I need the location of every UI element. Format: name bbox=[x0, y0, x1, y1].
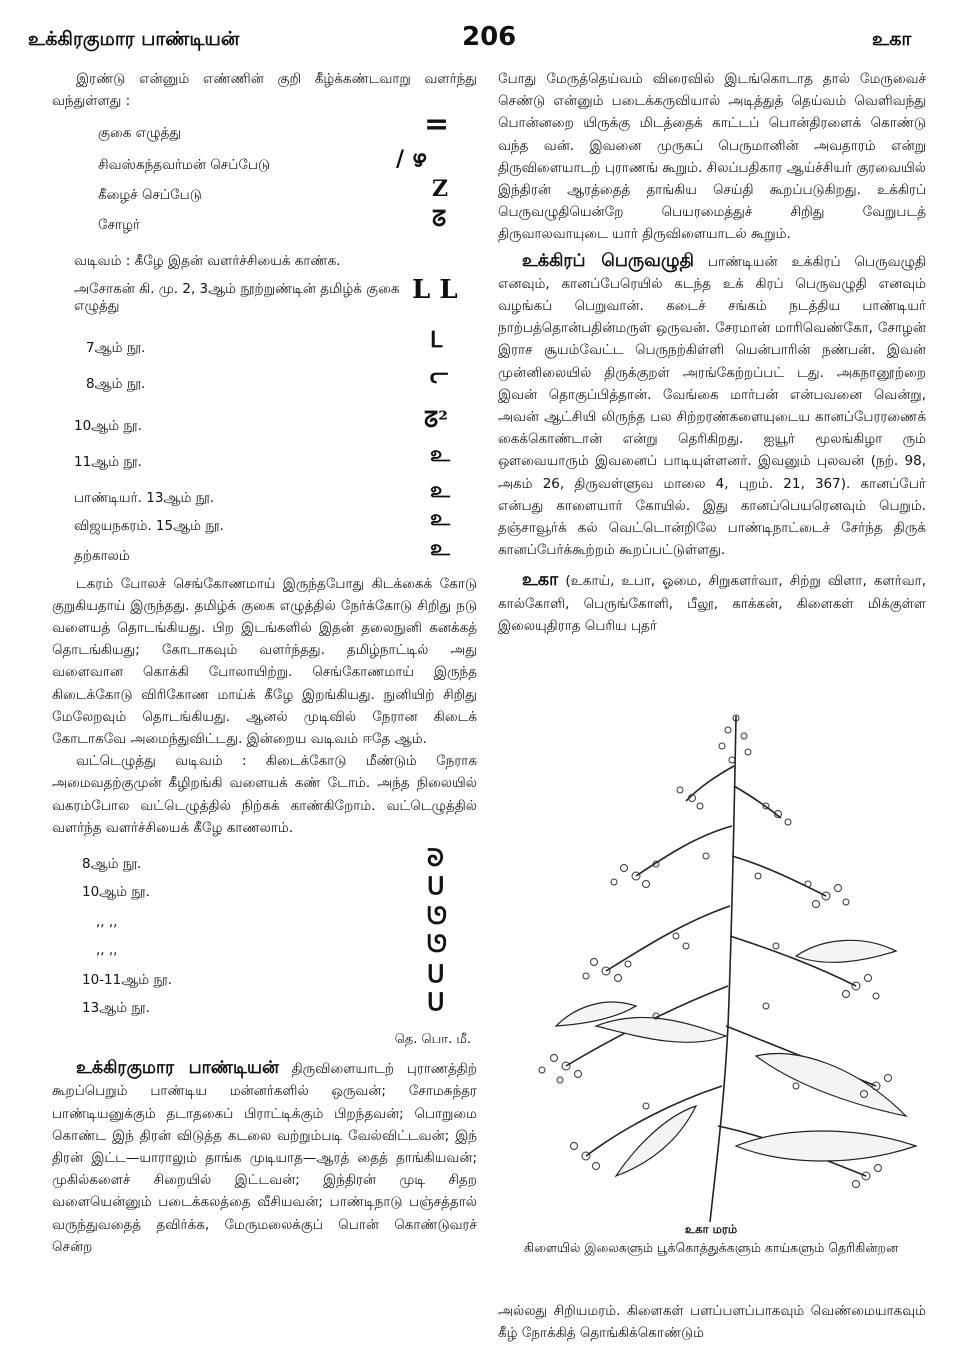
continuation-tail: அல்லது சிறியமரம். கிளைகள் பளப்பளப்பாகவும் வெண்மையாகவும் கீழ் நோக்கித் தொங்கிக்கொண்டும் bbox=[498, 1303, 926, 1341]
running-head-right: உகா bbox=[872, 28, 912, 50]
sample-label: குகை எழுத்து bbox=[98, 125, 182, 142]
running-head-left: உக்கிரகுமார பாண்டியன் bbox=[28, 28, 240, 50]
evolution-label: 7ஆம் நூ. bbox=[86, 339, 146, 356]
evolution-label: 8ஆம் நூ. bbox=[86, 375, 146, 392]
vatteluttu-label: 10-11ஆம் நூ. bbox=[82, 972, 172, 989]
vatteluttu-label: ,, ,, bbox=[96, 942, 118, 959]
evolution-glyph: உ bbox=[430, 504, 450, 531]
vatteluttu-glyph: ᘐ bbox=[427, 843, 444, 873]
intro-paragraph: இரண்டு என்னும் எண்ணின் குறி கீழ்க்கண்டவாறு வளர்ந்து வந்துள்ளது : bbox=[52, 71, 477, 110]
vatteluttu-glyph: ᑌ bbox=[427, 959, 445, 989]
evolution-label: 10ஆம் நூ. bbox=[74, 417, 142, 434]
vatteluttu-glyph: ᘎ bbox=[427, 929, 447, 959]
vatteluttu-list bbox=[52, 843, 477, 1023]
sample-label: சிவஸ்கந்தவர்மன் செப்பேடு bbox=[98, 157, 271, 174]
evolution-glyph: ᘔ² bbox=[424, 406, 448, 433]
sample-glyph: / ഴ bbox=[396, 146, 426, 173]
figure-title: உகா மரம் bbox=[684, 1222, 738, 1236]
vatteluttu-label: 10ஆம் நூ. bbox=[82, 884, 150, 901]
evolution-label: விஜயநகரம். 15ஆம் நூ. bbox=[74, 517, 224, 534]
entry-text: திருவிளையாடற் புராணத்திற் கூறப்பெறும் பாண்டிய மன்னர்களில் ஒருவன்; சோமசுந்தர பாண்டியனுக்கும் தடாதகைப் பிராட்டிக்கும் பிறந்தவன்; பொறுமை கொண்ட இந் திரன் விடுத்த கடலை வற்றும்படி வேல்விட்டவன்; இந் திரன் இட்ட—யாராலும் தாங்க முடியாத—ஆரத் தைத் தாங்கியவன்; முகில்களைச் சிறையில் இட்டவன்; இந்திரன் முடி சிதற வளையென்னும் படைக்கலத்தை வீசியவன்; பாண்டிநாடு பஞ்சத்தால் வருந்துவதைத் தவிர்க்க, மேருமலைக்குப் பொன் கொண்டுவரச் சென்ற bbox=[52, 1061, 477, 1255]
evolution-glyph: L L bbox=[412, 274, 458, 305]
vatteluttu-glyph: ᑌ bbox=[427, 987, 445, 1017]
vatteluttu-glyph: ᘎ bbox=[427, 901, 447, 931]
evolution-glyph: உ bbox=[430, 534, 450, 561]
right-column bbox=[498, 68, 926, 637]
numeral-samples bbox=[52, 107, 477, 246]
sample-glyph: ᘔ bbox=[432, 206, 447, 233]
entry-ukkirap-peruvazhuthi bbox=[498, 250, 926, 562]
paragraph-vattezhuthu: வட்டெழுத்து வடிவம் : கிடைக்கோடு மீண்டும் நேராக அமைவதற்குமுன் கீழிறங்கி வளையக் கண் டோம். அந்த நிலையில் வகரம்போல வட்டெழுத்தில் நிற்கக் காண்கிறோம். வட்டெழுத்தில் வளர்ந்த வளர்ச்சியைக் கீழே காணலாம். bbox=[52, 753, 477, 836]
sample-label: கீழைச் செப்பேடு bbox=[98, 187, 202, 204]
sample-glyph: Z bbox=[432, 176, 449, 203]
evolution-label: 11ஆம் நூ. bbox=[74, 453, 142, 470]
vatteluttu-label: 13ஆம் நூ. bbox=[82, 1000, 150, 1017]
entry-uka bbox=[498, 569, 926, 637]
evolution-list bbox=[52, 275, 477, 573]
vadivam-heading: வடிவம் : கீழே இதன் வளர்ச்சியைக் காண்க. bbox=[74, 253, 341, 270]
entry-title: உக்கிரப் பெருவழுதி bbox=[522, 250, 694, 271]
entry-text: (உகாய், உபா, ஓமை, சிறுகளர்வா, சிற்று விளா, களர்வா, கால்கோளி, பெருங்கோளி, பீலூ, காக்கன், கிளைகள் மிக்குள்ள இலையுதிராத பெரிய புதர் bbox=[498, 573, 926, 634]
left-column bbox=[52, 68, 477, 1258]
sample-glyph: = bbox=[424, 107, 450, 143]
figure-caption: கிளையில் இலைகளும் பூக்கொத்துக்களும் காய்களும் தெரிகின்றன bbox=[523, 1240, 899, 1255]
entry-ukkirakumara bbox=[52, 1057, 477, 1258]
sample-label: சோழர் bbox=[98, 217, 141, 234]
vatteluttu-glyph: ᑌ bbox=[427, 871, 445, 901]
evolution-label: பாண்டியர். 13ஆம் நூ. bbox=[74, 489, 215, 506]
paragraph-takaram: டகரம் போலச் செங்கோணமாய் இருந்தபோது கிடக்கைக் கோடு குறுகியதாய் இருந்தது. தமிழ்க் குகை எழுத்தில் நேர்க்கோடு சிறிது நடு வளையத் தொடங்கியது. பிற இடங்களில் இதன் தலைநுனி கனக்கத் தொடங்கியது; கோடாகவும் வளர்ந்தது. தமிழ்நாட்டில் அது வளைவான கொக்கி போலாயிற்று. செங்கோணமாய் இருந்த கிடைக்கோடு விரிகோண மாய்க் கீழே இறங்கியது. நுனியிற் சிறிது மேலேறவும் தொடங்கியது. ஆனல் முடிவில் நேரான கிடைக் கோடாகவே அமைந்துவிட்டது. இன்றைய வடிவம் ஈதே ஆம். bbox=[52, 575, 477, 748]
evolution-label: அசோகன் கி. மு. 2, 3ஆம் நூற்றுண்டின் தமிழ்க் குகை எழுத்து bbox=[74, 280, 400, 314]
author-signature: தெ. பொ. மீ. bbox=[394, 1032, 471, 1048]
evolution-glyph: ᓕ bbox=[430, 362, 449, 389]
evolution-glyph: உ bbox=[430, 440, 450, 467]
vatteluttu-label: ,, ,, bbox=[96, 914, 118, 931]
vatteluttu-label: 8ஆம் நூ. bbox=[82, 856, 142, 873]
continuation-paragraph: போது மேருத்தெய்வம் விரைவில் இடங்கொடாத தால் மேருவைச் செண்டு என்னும் படைக்கருவியால் அடித்துத் தெய்வம் வெளிவந்து பொன்னறை யிருக்கு மிடத்தைக் காட்டப் பொன்திரளைக் கொண்டு வந்த வன். இவனை முருகப் பெருமானின் அவதாரம் என்று திருவிளையாடற் புராணங் கூறும். சிலப்பதிகார ஆய்ச்சியர் குரவையில் இந்திரன் ஆரத்தைத் தாங்கிய செய்தி கூறப்படுகிறது. உக்கிரப் பெருவழுதியென்றே பெயரமைத்துச் சிறிது வேறுபடத் திருவாலவாயுடை யார் திருவிளையாடல் கூறும். bbox=[498, 71, 926, 243]
entry-title: உகா bbox=[522, 570, 559, 591]
uka-tree-illustration bbox=[496, 706, 926, 1222]
evolution-label: தற்காலம் bbox=[74, 547, 130, 564]
entry-title: உக்கிரகுமார பாண்டியன் bbox=[76, 1058, 279, 1079]
evolution-glyph: உ bbox=[430, 476, 450, 503]
page-number: 206 bbox=[462, 22, 517, 52]
entry-text: பாண்டியன் உக்கிரப் பெருவழுதி எனவும், கானப்பேரெயில் கடந்த உக் கிரப் பெருவழுதி எனவும் வழங்கப் பெறுவான். கடைச் சங்கம் நடத்திய பாண்டியர் நாற்பத்தொன்பதின்மருள் ஒருவன். சேரமான் மாரிவெண்கோ, சோழன் இராச சூயம்வேட்ட பெருநற்கிள்ளி யென்பாரின் நண்பன். இவன் முன்னிலையில் திருக்குறள் அரங்கேற்றப்பட் டது. அகநானூற்றை இவன் தொகுப்பித்தான். வேங்கை மார்பன் என்பவனை வென்று, அவன் ஆட்சியி லிருந்த பல சிற்றரண்களையுடைய கானப்பேரரணைக் கைக்கொண்டான் என்று தெரிகிறது. ஐயூர் மூலங்கிழா ரும் ஔவையாரும் இவனைப் பாடியுள்ளனர். இவனும் புலவன் (நற். 98, அகம் 26, திருவள்ளுவ மாலை 4, புறம். 21, 367). கானப்பேர் என்பது காளையார் கோயில். இது கானப்பெயரெனவும் பெறும். தஞ்சாவூர்க் கல் வெட்டொன்றிலே பாண்டிநாட்டைச் சேர்ந்த திருக் கானப்பேர்க்கூற்றம் கூறப்பட்டுள்ளது. bbox=[498, 253, 926, 559]
evolution-glyph: ᒪ bbox=[430, 326, 443, 353]
